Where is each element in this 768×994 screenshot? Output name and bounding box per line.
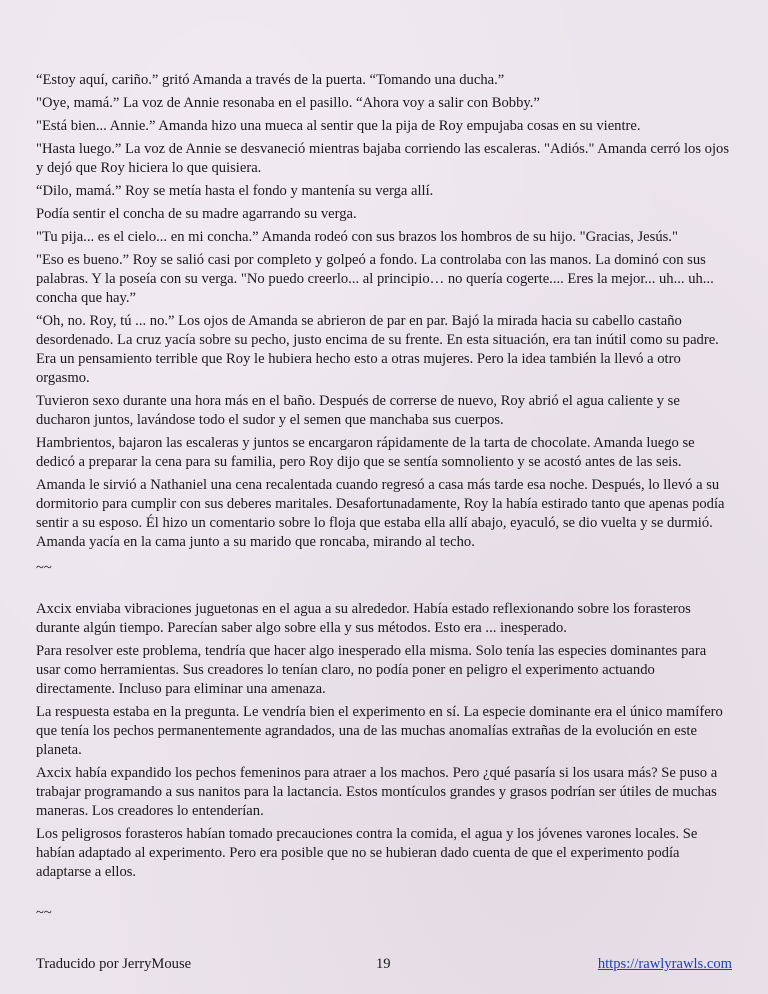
paragraph: "Hasta luego.” La voz de Annie se desvaneció mientras bajaba corriendo las escaleras. "Adiós." Amanda cerró los ojos y dejó que Roy hiciera lo que quisiera. [36,141,730,176]
paragraph: Tuvieron sexo durante una hora más en el baño. Después de correrse de nuevo, Roy abrió el agua caliente y se ducharon juntos, lavándose todo el sudor y el semen que manchaba sus cuerpos. [36,393,680,428]
text-block-1 [36,71,730,556]
footer-url-link[interactable]: https://rawlyrawls.com [597,956,732,972]
paragraph: Axcix enviaba vibraciones juguetonas en el agua a su alrededor. Había estado reflexionando sobre los forasteros durante algún tiempo. Parecían saber algo sobre ella y sus métodos. Esto era ... inesperado. [36,601,691,636]
paragraph: "Tu pija... es el cielo... en mi concha.” Amanda rodeó con sus brazos los hombros de su hijo. "Gracias, Jesús." [36,229,678,245]
section-separator: ~~ [36,905,52,921]
paragraph: Para resolver este problema, tendría que hacer algo inesperado ella misma. Solo tenía las especies dominantes para usar como herramientas. Sus creadores lo tenían claro, no podía poner en peligro el experimento actuando directamente. Incluso para eliminar una amenaza. [36,643,707,697]
paragraph: La respuesta estaba en la pregunta. Le vendría bien el experimento en sí. La especie dominante era el único mamífero que tenía los pechos permanentemente agrandados, una de las muchas anomalías extrañas de la evolución en este planeta. [36,704,723,758]
paragraph: Axcix había expandido los pechos femeninos para atraer a los machos. Pero ¿qué pasaría si los usara más? Se puso a trabajar programando a sus nanitos para la lactancia. Estos montículos grandes y grasos podrían ser útiles de muchas maneras. Los creadores lo entenderían. [36,765,718,819]
footer-translator: Traducido por JerryMouse [36,956,192,972]
paragraph: “Estoy aquí, cariño.” gritó Amanda a través de la puerta. “Tomando una ducha.” [36,72,505,88]
text-block-2 [36,600,730,886]
section-separator: ~~ [36,560,52,576]
paragraph: “Dilo, mamá.” Roy se metía hasta el fondo y mantenía su verga allí. [36,183,434,199]
paragraph: Podía sentir el concha de su madre agarrando su verga. [36,206,357,222]
paragraph: "Eso es bueno.” Roy se salió casi por completo y golpeó a fondo. La controlaba con las manos. La dominó con sus palabras. Y la poseía con su verga. "No puedo creerlo... al principio… no quería cogerte.... Eres la mejor... uh... uh... concha que hay.” [36,252,714,306]
paragraph: “Oh, no. Roy, tú ... no.” Los ojos de Amanda se abrieron de par en par. Bajó la mirada hacia su cabello castaño desordenado. La cruz yacía sobre su pecho, justo encima de su frente. En esta situación, era tan inútil como su padre. Era un pensamiento terrible que Roy le hubiera hecho esto a otras mujeres. Pero la idea también la llevó a otro orgasmo. [36,313,719,386]
paragraph: "Oye, mamá.” La voz de Annie resonaba en el pasillo. “Ahora voy a salir con Bobby.” [36,95,540,111]
paragraph: "Está bien... Annie.” Amanda hizo una mueca al sentir que la pija de Roy empujaba cosas en su vientre. [36,118,641,134]
paragraph: Hambrientos, bajaron las escaleras y juntos se encargaron rápidamente de la tarta de chocolate. Amanda luego se dedicó a preparar la cena para su familia, pero Roy dijo que se sentía somnoliento y se acostó antes de las seis. [36,435,695,470]
paragraph: Amanda le sirvió a Nathaniel una cena recalentada cuando regresó a casa más tarde esa noche. Después, lo llevó a su dormitorio para cumplir con sus deberes maritales. Desafortunadamente, Roy la había estirado tanto que apenas podía sentir a su esposo. Él hizo un comentario sobre lo floja que estaba ella allí abajo, eyaculó, se dio vuelta y se durmió. Amanda yacía en la cama junto a su marido que roncaba, mirando al techo. [36,477,725,550]
footer-page-number: 19 [376,956,391,972]
paragraph: Los peligrosos forasteros habían tomado precauciones contra la comida, el agua y los jóvenes varones locales. Se habían adaptado al experimento. Pero era posible que no se hubieran dado cuenta de que el experimento podía adaptarse a ellos. [36,826,698,880]
